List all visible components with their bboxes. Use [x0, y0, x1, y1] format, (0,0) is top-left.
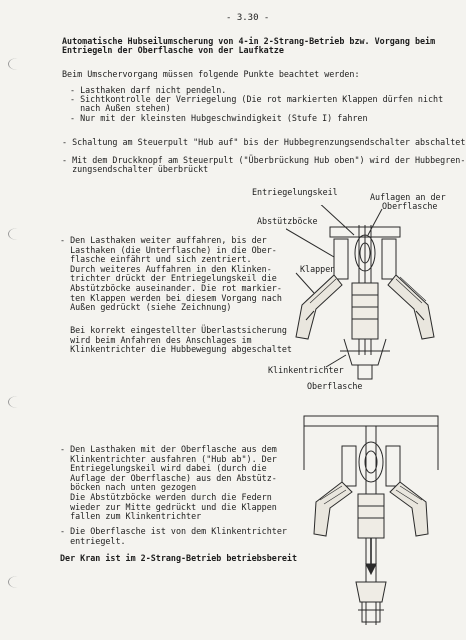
label-auflagen-1: Auflagen an der [370, 192, 446, 202]
final-statement: Der Kran ist im 2-Strang-Betrieb betriebsbereit [60, 553, 297, 563]
title-line-2: Entriegeln der Oberflasche von der Laufkatze [62, 45, 284, 55]
raise-line: trichter drückt der Entriegelungskeil die [60, 273, 277, 284]
overload-note [60, 326, 292, 355]
label-abstuetzboecke: Abstützböcke [257, 216, 318, 226]
intro-text: Beim Umschervorgang müssen folgende Punkte beachtet werden: [62, 69, 360, 79]
punch-hole [8, 228, 27, 240]
lower-line: wieder zur Mitte gedrückt und die Klappen [60, 501, 277, 512]
step-switch: - Schaltung am Steuerpult "Hub auf" bis der Hubbegrenzungsendschalter abschaltet [62, 137, 466, 147]
label-auflagen-2: Oberflasche [382, 201, 438, 211]
raise-line: ten Klappen werden bei diesem Vorgang nach [60, 292, 282, 303]
step-button-line: - Mit dem Druckknopf am Steuerpult ("Überbrückung Hub oben") wird der Hubbegren- [62, 155, 466, 165]
label-entriegelungskeil: Entriegelungskeil [252, 187, 338, 197]
raise-line: Lasthaken (die Unterflasche) in die Ober- [60, 244, 277, 255]
lower-line: Die Abstützböcke werden durch die Federn [60, 491, 272, 502]
label-oberflasche: Oberflasche [307, 381, 363, 391]
page-number: - 3.30 - [226, 13, 270, 23]
raise-line: - Den Lasthaken weiter auffahren, bis der [60, 235, 267, 245]
raise-line: Außen gedrückt (siehe Zeichnung) [60, 302, 232, 313]
released-line: entriegelt. [60, 535, 126, 546]
lower-line: Auflage der Oberflasche) aus den Abstütz- [60, 472, 277, 483]
raise-line: Durch weiteres Auffahren in den Klinken- [60, 263, 272, 274]
punch-hole [8, 396, 27, 408]
checklist-item: nach Außen stehen) [70, 103, 171, 113]
lower-line: Entriegelungskeil wird dabei (durch die [60, 463, 267, 474]
lower-line: böcken nach unten gezogen [60, 482, 197, 493]
label-klinkentrichter: Klinkentrichter [268, 365, 344, 375]
lower-line: - Den Lasthaken mit der Oberflasche aus dem [60, 444, 277, 454]
label-klappen: Klappen [300, 264, 336, 274]
lower-instructions [60, 445, 277, 522]
raise-line: Abstützböcke auseinander. Die rot markier- [60, 282, 282, 293]
unlocking-diagram [286, 205, 456, 385]
overload-line: Klinkentrichter die Hubbewegung abgeschaltet [60, 344, 292, 355]
lower-line: Klinkentrichter ausfahren ("Hub ab"). Der [60, 453, 277, 464]
checklist-item: - Lasthaken darf nicht pendeln. [70, 85, 227, 95]
raise-line: flasche einfährt und sich zentriert. [60, 254, 252, 265]
punch-hole [8, 576, 27, 588]
raise-instructions [60, 236, 282, 313]
checklist-item: - Nur mit der kleinsten Hubgeschwindigkeit (Stufe I) fahren [70, 113, 368, 123]
overload-line: wird beim Anfahren des Anschlages im [60, 334, 252, 345]
checklist-item: - Sichtkontrolle der Verriegelung (Die rot markierten Klappen dürfen nicht [70, 94, 444, 104]
overload-line: Bei korrekt eingestellter Überlastsicherung [60, 325, 287, 335]
released-line: - Die Oberflasche ist von dem Klinkentrichter [60, 526, 287, 536]
step-button-line: zungsendschalter überbrückt [62, 164, 209, 174]
lower-line: fallen zum Klinkentrichter [60, 511, 202, 522]
released-note [60, 527, 287, 546]
punch-hole [8, 58, 27, 70]
release-diagram [296, 410, 446, 635]
title-line-1: Automatische Hubseilumscherung von 4-in 2-Strang-Betrieb bzw. Vorgang beim [62, 36, 436, 46]
